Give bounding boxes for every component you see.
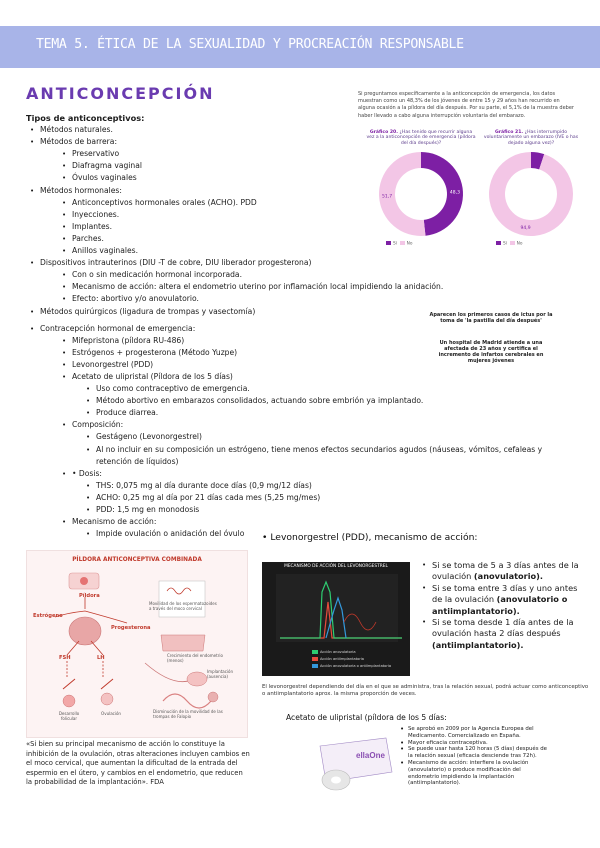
chart-legend: Sí No	[366, 241, 476, 247]
label-progesterona: Progesterona	[111, 625, 151, 631]
label-desarrollo: Desarrollo folicular	[58, 711, 80, 721]
label-estrogeno: Estrógeno	[33, 613, 63, 619]
list-item: • • Dosis: • THS: 0,075 mg al día durante doce días (0,9 mg/12 días) • ACHO: 0,25 mg al día por 21 días cada mes (5,25 mg/mes) • PDD: 1,5 mg en monodosis	[58, 468, 574, 516]
label-fsh: FSH	[59, 655, 71, 661]
list-item: • Se puede usar hasta 120 horas (5 días) después de la relación sexual (eficacia desciende tras 72h).	[398, 746, 548, 760]
section-title: ANTICONCEPCIÓN	[26, 84, 215, 103]
list-item: • Diafragma vaginal	[58, 160, 574, 172]
list-item: • Mayor eficacia contraceptiva.	[398, 740, 548, 747]
chart-title: Gráfico 21. ¿Has interrumpido voluntariamente un embarazo (IVE o has dejado alguna vez)?	[483, 130, 579, 146]
label-pildora: Píldora	[79, 593, 100, 599]
list-item: • Preservativo	[58, 148, 574, 160]
list-item: • Gestágeno (Levonorgestrel)	[82, 431, 574, 443]
list-item: • Parches.	[58, 233, 574, 245]
list-item: • Dispositivos intrauterinos (DIU -T de cobre, DIU liberador progesterona) • Con o sin medicación hormonal incorporada. • Mecanismo de acción: altera el endometrio uterino por inflamación local impidiendo la anidación. • Efecto: abortivo y/o anovulatorio.	[26, 257, 574, 305]
chart-title: Gráfico 20. ¿Has tenido que recurrir alguna vez a la anticoncepción de emergencia (píldora del día después)?	[366, 130, 476, 146]
legend-swatch-si	[386, 241, 391, 245]
graph-legend-item: Acción anovulatoria	[312, 650, 356, 654]
list-item: • Óvulos vaginales	[58, 172, 574, 184]
legend-swatch-si	[496, 241, 501, 245]
box-brand-label: ellaOne	[356, 751, 385, 760]
legend-swatch-no	[400, 241, 405, 245]
list-item: • ACHO: 0,25 mg al día por 21 días cada mes (5,25 mg/mes)	[82, 492, 574, 504]
list-item: • Se aprobó en 2009 por la Agencia Europea del Medicamento. Comercializado en España.	[398, 726, 548, 740]
donut-data-label: 48,3	[449, 190, 460, 196]
label-ovulacion: Ovulación	[101, 711, 121, 716]
levonorgestrel-title: • Levonorgestrel (PDD), mecanismo de acción:	[262, 532, 478, 543]
levonorgestrel-note: El levonorgestrel dependiendo del día en el que se administra, tras la relación sexual, podrá actuar como anticonceptivo o antiimplantatorio aprox. la misma proporción de veces.	[262, 684, 589, 698]
list-item: • Efecto: abortivo y/o anovulatorio.	[58, 293, 574, 305]
chart-legend: Sí No	[476, 241, 586, 247]
donut-data-label: 94,9	[520, 226, 531, 232]
label-implantacion: Implantación (ausencia)	[207, 669, 234, 679]
list-item: • THS: 0,075 mg al día durante doce días (0,9 mg/12 días)	[82, 480, 574, 492]
graph-title: MECANISMO DE ACCIÓN DEL LEVONORGESTREL	[284, 564, 388, 569]
list-item: • Mecanismo de acción: interfiere la ovulación (anovulatorio) o produce modificación del endometrio impidiendo la implantación (antiimplantatorio).	[398, 760, 548, 787]
list-item: • Estrógenos + progesterona (Método Yuzpe)	[58, 347, 574, 359]
label-movilidad: Movilidad de los espermatozoides a través del moco cervical	[149, 601, 217, 611]
types-title: Tipos de anticonceptivos:	[26, 113, 145, 123]
chart-voluntary-interruption	[476, 130, 586, 247]
fda-quote: «Si bien su principal mecanismo de acción lo constituye la inhibición de la ovulación, otras alteraciones incluyen cambios en el moco cervical, que aumentan la dificultad de la entrada del espermio en el útero, y cambios en el endometrio, que reducen la probabilidad de la implantación». FDA	[26, 740, 250, 787]
list-item: • Métodos de barrera: • Preservativo • Diafragma vaginal • Óvulos vaginales	[26, 136, 574, 184]
donut-chart	[486, 149, 576, 239]
list-item: • Si se toma entre 3 días y uno antes de la ovulación (anovulatorio o antiimplantatorio).	[420, 583, 590, 617]
page-title: TEMA 5. ÉTICA DE LA SEXUALIDAD Y PROCREACIÓN RESPONSABLE	[36, 37, 464, 52]
list-item: • Uso como contraceptivo de emergencia.	[82, 383, 574, 395]
figure-title: PÍLDORA ANTICONCEPTIVA COMBINADA	[72, 557, 202, 563]
stats-paragraph: Si preguntamos específicamente a la anticoncepción de emergencia, los datos muestran como un 48,3% de los jóvenes de entre 15 y 29 años han recurrido en alguna ocasión a la píldora del día después. Por su parte, el 5,1% de la muestra deber haber llevado a cabo alguna interrupción voluntaria del embarazo.	[358, 91, 574, 119]
ulipristal-list	[398, 726, 548, 787]
list-item: • Si se toma de 5 a 3 días antes de la ovulación (anovulatorio).	[420, 560, 590, 583]
levonorgestrel-list	[420, 560, 590, 651]
list-item: • Contracepción hormonal de emergencia: • Mifepristona (píldora RU-486) • Estrógenos + progesterona (Método Yuzpe) • Levonorgestrel (PDD) • Acetato de ulipristal (Píldora de los 5 días) • Uso como contraceptivo de emergencia. • Método abortivo en embarazos consolidados, actuando sobre embrión ya implantado. • Produce diarrea. • Composición: • Gestágeno (Levonorgestrel) • Al no incluir en su composición un estrógeno, tiene menos efectos secundarios agudos (náuseas, vómitos, cefaleas y retención de líquidos) • • Dosis: • THS: 0,075 mg al día durante doce días (0,9 mg/12 días) • ACHO: 0,25 mg al día por 21 días cada mes (5,25 mg/mes) • PDD: 1,5 mg en monodosis • Mecanismo de acción: • Impide ovulación o anidación del óvulo	[26, 323, 574, 541]
list-item: • Inyecciones.	[58, 209, 574, 221]
graph-legend-item: Acción anovulatoria o antiimplantatoria	[312, 664, 391, 668]
news-headline-2: Un hospital de Madrid atiende a una afectada de 23 años y certifica el incremento de infartos cerebrales en mujeres jóvenes	[438, 340, 544, 364]
list-item: • Mecanismo de acción: • Impide ovulación o anidación del óvulo	[58, 516, 574, 540]
list-item: • Anticonceptivos hormonales orales (ACHO). PDD	[58, 197, 574, 209]
list-item: • Mecanismo de acción: altera el endometrio uterino por inflamación local impidiendo la anidación.	[58, 281, 574, 293]
ellaone-box-image	[300, 734, 396, 798]
label-trompas: Disminución de la movilidad de las trompas de Falopio	[153, 709, 223, 719]
list-item: • Anillos vaginales.	[58, 245, 574, 257]
graph-legend-item: Acción antiimplantatoria	[312, 657, 364, 661]
combined-pill-diagram	[26, 550, 248, 738]
list-item: • Produce diarrea.	[82, 407, 574, 419]
chart-emergency-contraception	[366, 130, 476, 247]
list-item: • Impide ovulación o anidación del óvulo	[82, 528, 574, 540]
list-item: • Métodos quirúrgicos (ligadura de trompas y vasectomía)	[26, 306, 574, 318]
list-item: • Composición: • Gestágeno (Levonorgestrel) • Al no incluir en su composición un estrógeno, tiene menos efectos secundarios agudos (náuseas, vómitos, cefaleas y retención de líquidos)	[58, 419, 574, 467]
donut-slice-no	[489, 152, 573, 236]
donut-data-label: 51,7	[382, 194, 393, 200]
news-headline-1: Aparecen los primeros casos de ictus por la toma de 'la pastilla del día después'	[429, 312, 553, 324]
list-item: • Métodos hormonales: • Anticonceptivos hormonales orales (ACHO). PDD • Inyecciones. • Implantes. • Parches. • Anillos vaginales.	[26, 185, 574, 258]
legend-swatch-no	[510, 241, 515, 245]
list-item: • Implantes.	[58, 221, 574, 233]
list-item: • Métodos naturales.	[26, 124, 574, 136]
list-item: • Levonorgestrel (PDD)	[58, 359, 574, 371]
list-item: • Mifepristona (píldora RU-486)	[58, 335, 574, 347]
list-item: • PDD: 1,5 mg en monodosis	[82, 504, 574, 516]
ulipristal-title: Acetato de ulipristal (píldora de los 5 días:	[286, 713, 447, 722]
levonorgestrel-graph	[262, 562, 410, 676]
list-item: • Método abortivo en embarazos consolidados, actuando sobre embrión ya implantado.	[82, 395, 574, 407]
label-lh: LH	[97, 655, 105, 661]
label-endometrio: Crecimiento del endometrio (menos)	[167, 653, 223, 663]
header-bar	[0, 26, 600, 68]
list-item: • Al no incluir en su composición un estrógeno, tiene menos efectos secundarios agudos (náuseas, vómitos, cefaleas y retención de líquidos)	[82, 444, 552, 468]
donut-chart	[376, 149, 466, 239]
list-item: • Acetato de ulipristal (Píldora de los 5 días) • Uso como contraceptivo de emergencia. • Método abortivo en embarazos consolidados, actuando sobre embrión ya implantado. • Produce diarrea.	[58, 371, 574, 419]
list-item: • Si se toma desde 1 día antes de la ovulación hasta 2 días después (antiimplantatorio).	[420, 617, 590, 651]
list-item: • Con o sin medicación hormonal incorporada.	[58, 269, 574, 281]
